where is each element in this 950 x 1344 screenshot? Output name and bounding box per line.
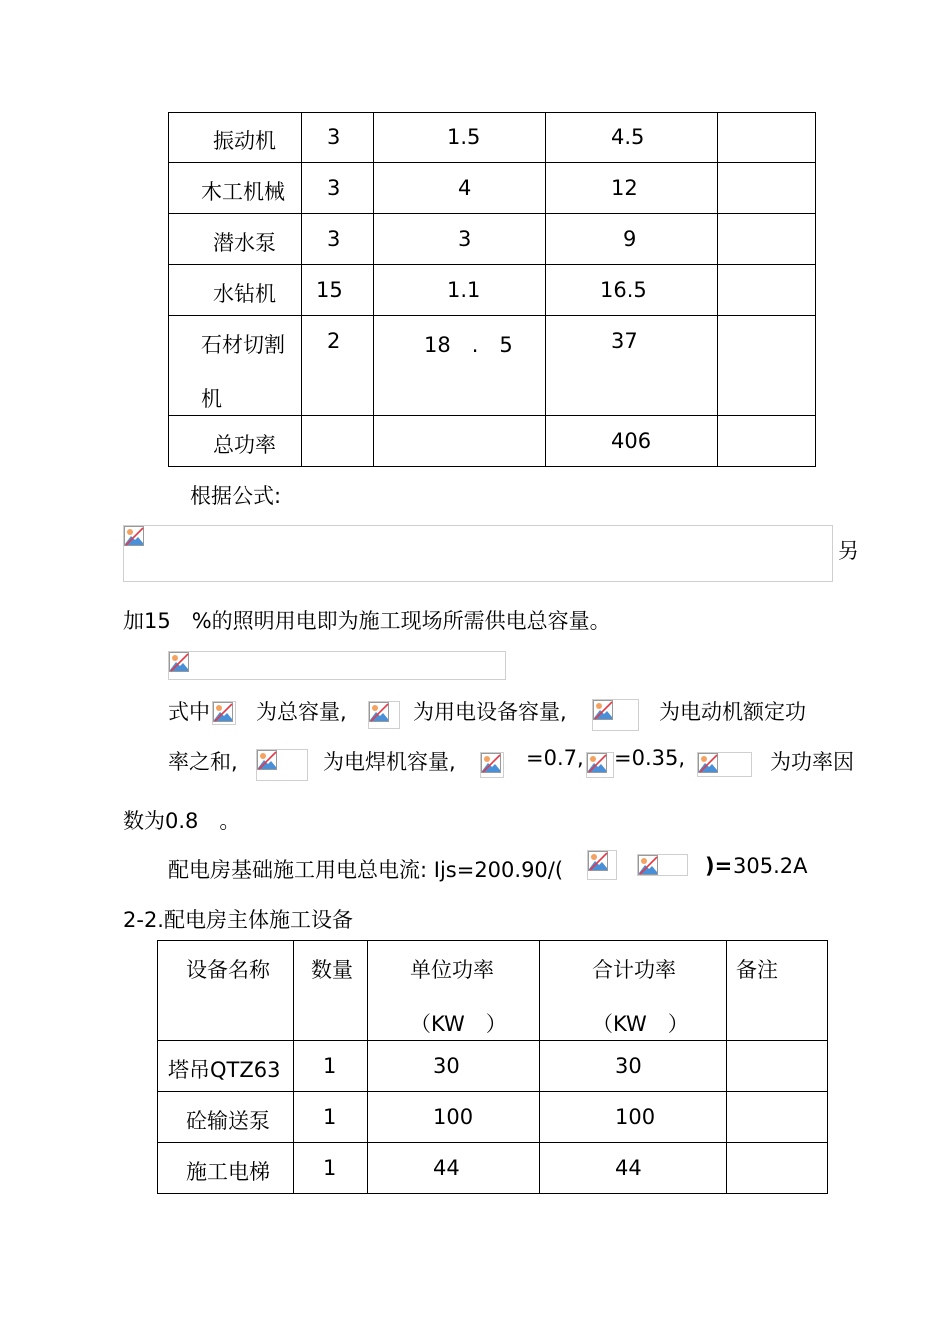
table-cell: 施工电梯 [186, 1160, 270, 1184]
table-row [158, 1092, 828, 1143]
broken-image-icon [588, 851, 608, 871]
table-cell: 总功率 [213, 433, 276, 457]
formula-image [123, 525, 833, 582]
symbol-image [368, 701, 400, 729]
table-cell: 4 [458, 176, 472, 200]
broken-image-icon [698, 753, 718, 773]
table-cell: 12 [611, 176, 638, 200]
broken-image-icon [587, 753, 607, 773]
symbol-image [592, 699, 639, 731]
lighting-sentence: 加15 %的照明用电即为施工现场所需供电总容量。 [123, 609, 611, 633]
column-header: 备注 [736, 958, 778, 982]
symbol-image [637, 854, 688, 876]
current-value: 305.2A [733, 854, 808, 878]
desc-motor-power: 为电动机额定功 [659, 700, 806, 724]
symbol-image [212, 701, 236, 725]
symbol-image [587, 850, 617, 880]
table-cell-continuation: 机 [201, 387, 222, 411]
desc-equipment-capacity: 为用电设备容量, [413, 700, 567, 724]
desc-total-capacity: 为总容量, [256, 700, 347, 724]
table-row [158, 1143, 828, 1194]
table-cell: 1.1 [447, 278, 481, 302]
table-cell: 木工机械 [201, 180, 285, 204]
table-cell: 2 [327, 329, 341, 353]
table-cell: 100 [615, 1105, 656, 1129]
desc-welder-capacity: 为电焊机容量, [323, 750, 456, 774]
table-cell: 9 [623, 227, 637, 251]
table-cell: 15 [316, 278, 343, 302]
table-cell: 100 [433, 1105, 474, 1129]
table-cell: 30 [615, 1054, 642, 1078]
formula-image-2 [168, 651, 506, 680]
table-cell: 3 [458, 227, 472, 251]
table-cell: 振动机 [213, 129, 276, 153]
desc-sum: 率之和, [168, 750, 238, 774]
table-cell: 30 [433, 1054, 460, 1078]
symbol-image [480, 752, 504, 778]
column-header: 数量 [311, 958, 353, 982]
equipment-table-2 [157, 940, 828, 1194]
table-cell: 潜水泵 [213, 231, 276, 255]
coefficient-k1: =0.7, [526, 746, 584, 770]
table-cell: 18 . 5 [424, 333, 513, 357]
table-cell: 44 [615, 1156, 642, 1180]
symbol-image [256, 749, 308, 781]
formula-intro: 根据公式: [190, 484, 282, 508]
broken-image-icon [593, 700, 613, 720]
table-cell: 4.5 [611, 125, 645, 149]
another-char: 另 [838, 539, 859, 563]
broken-image-icon [169, 652, 189, 672]
table-cell: 1 [323, 1156, 337, 1180]
column-header: 单位功率 [410, 958, 494, 982]
broken-image-icon [257, 750, 277, 770]
table-header-row [158, 941, 828, 1041]
broken-image-icon [638, 855, 658, 875]
section-heading: 2-2.配电房主体施工设备 [123, 908, 353, 932]
table-cell: 406 [611, 429, 652, 453]
column-unit: （KW ） [592, 1012, 689, 1036]
symbol-image [697, 752, 752, 777]
table-row [158, 1041, 828, 1092]
table-cell: 水钻机 [213, 282, 276, 306]
broken-image-icon [124, 526, 144, 546]
symbol-image [586, 752, 614, 778]
table-cell: 1 [323, 1054, 337, 1078]
table-cell: 1.5 [447, 125, 481, 149]
current-label: 配电房基础施工用电总电流: Ijs=200.90/( [168, 858, 564, 882]
table-cell: 44 [433, 1156, 460, 1180]
broken-image-icon [213, 702, 233, 722]
table-cell: 37 [611, 329, 638, 353]
equipment-table-1 [168, 112, 816, 467]
table-row [169, 265, 816, 316]
column-header: 合计功率 [592, 958, 676, 982]
table-cell: 石材切割 [201, 333, 285, 357]
table-cell: 1 [323, 1105, 337, 1129]
table-cell: 3 [327, 176, 341, 200]
column-header: 设备名称 [186, 958, 270, 982]
table-cell: 3 [327, 227, 341, 251]
column-unit: （KW ） [410, 1012, 507, 1036]
table-cell: 砼输送泵 [186, 1109, 270, 1133]
table-row [169, 214, 816, 265]
table-cell: 塔吊QTZ63 [168, 1058, 281, 1082]
desc-power-factor: 为功率因 [770, 750, 854, 774]
table-cell: 16.5 [600, 278, 647, 302]
table-cell: 3 [327, 125, 341, 149]
broken-image-icon [369, 702, 389, 722]
table-row [169, 113, 816, 163]
table-row [169, 316, 816, 416]
table-row [169, 416, 816, 467]
where-prefix: 式中 [168, 700, 210, 724]
broken-image-icon [481, 753, 501, 773]
coefficient-k2: =0.35, [614, 746, 686, 770]
current-close: )= [705, 854, 733, 878]
power-factor-value: 数为0.8 。 [123, 809, 241, 833]
table-row [169, 163, 816, 214]
